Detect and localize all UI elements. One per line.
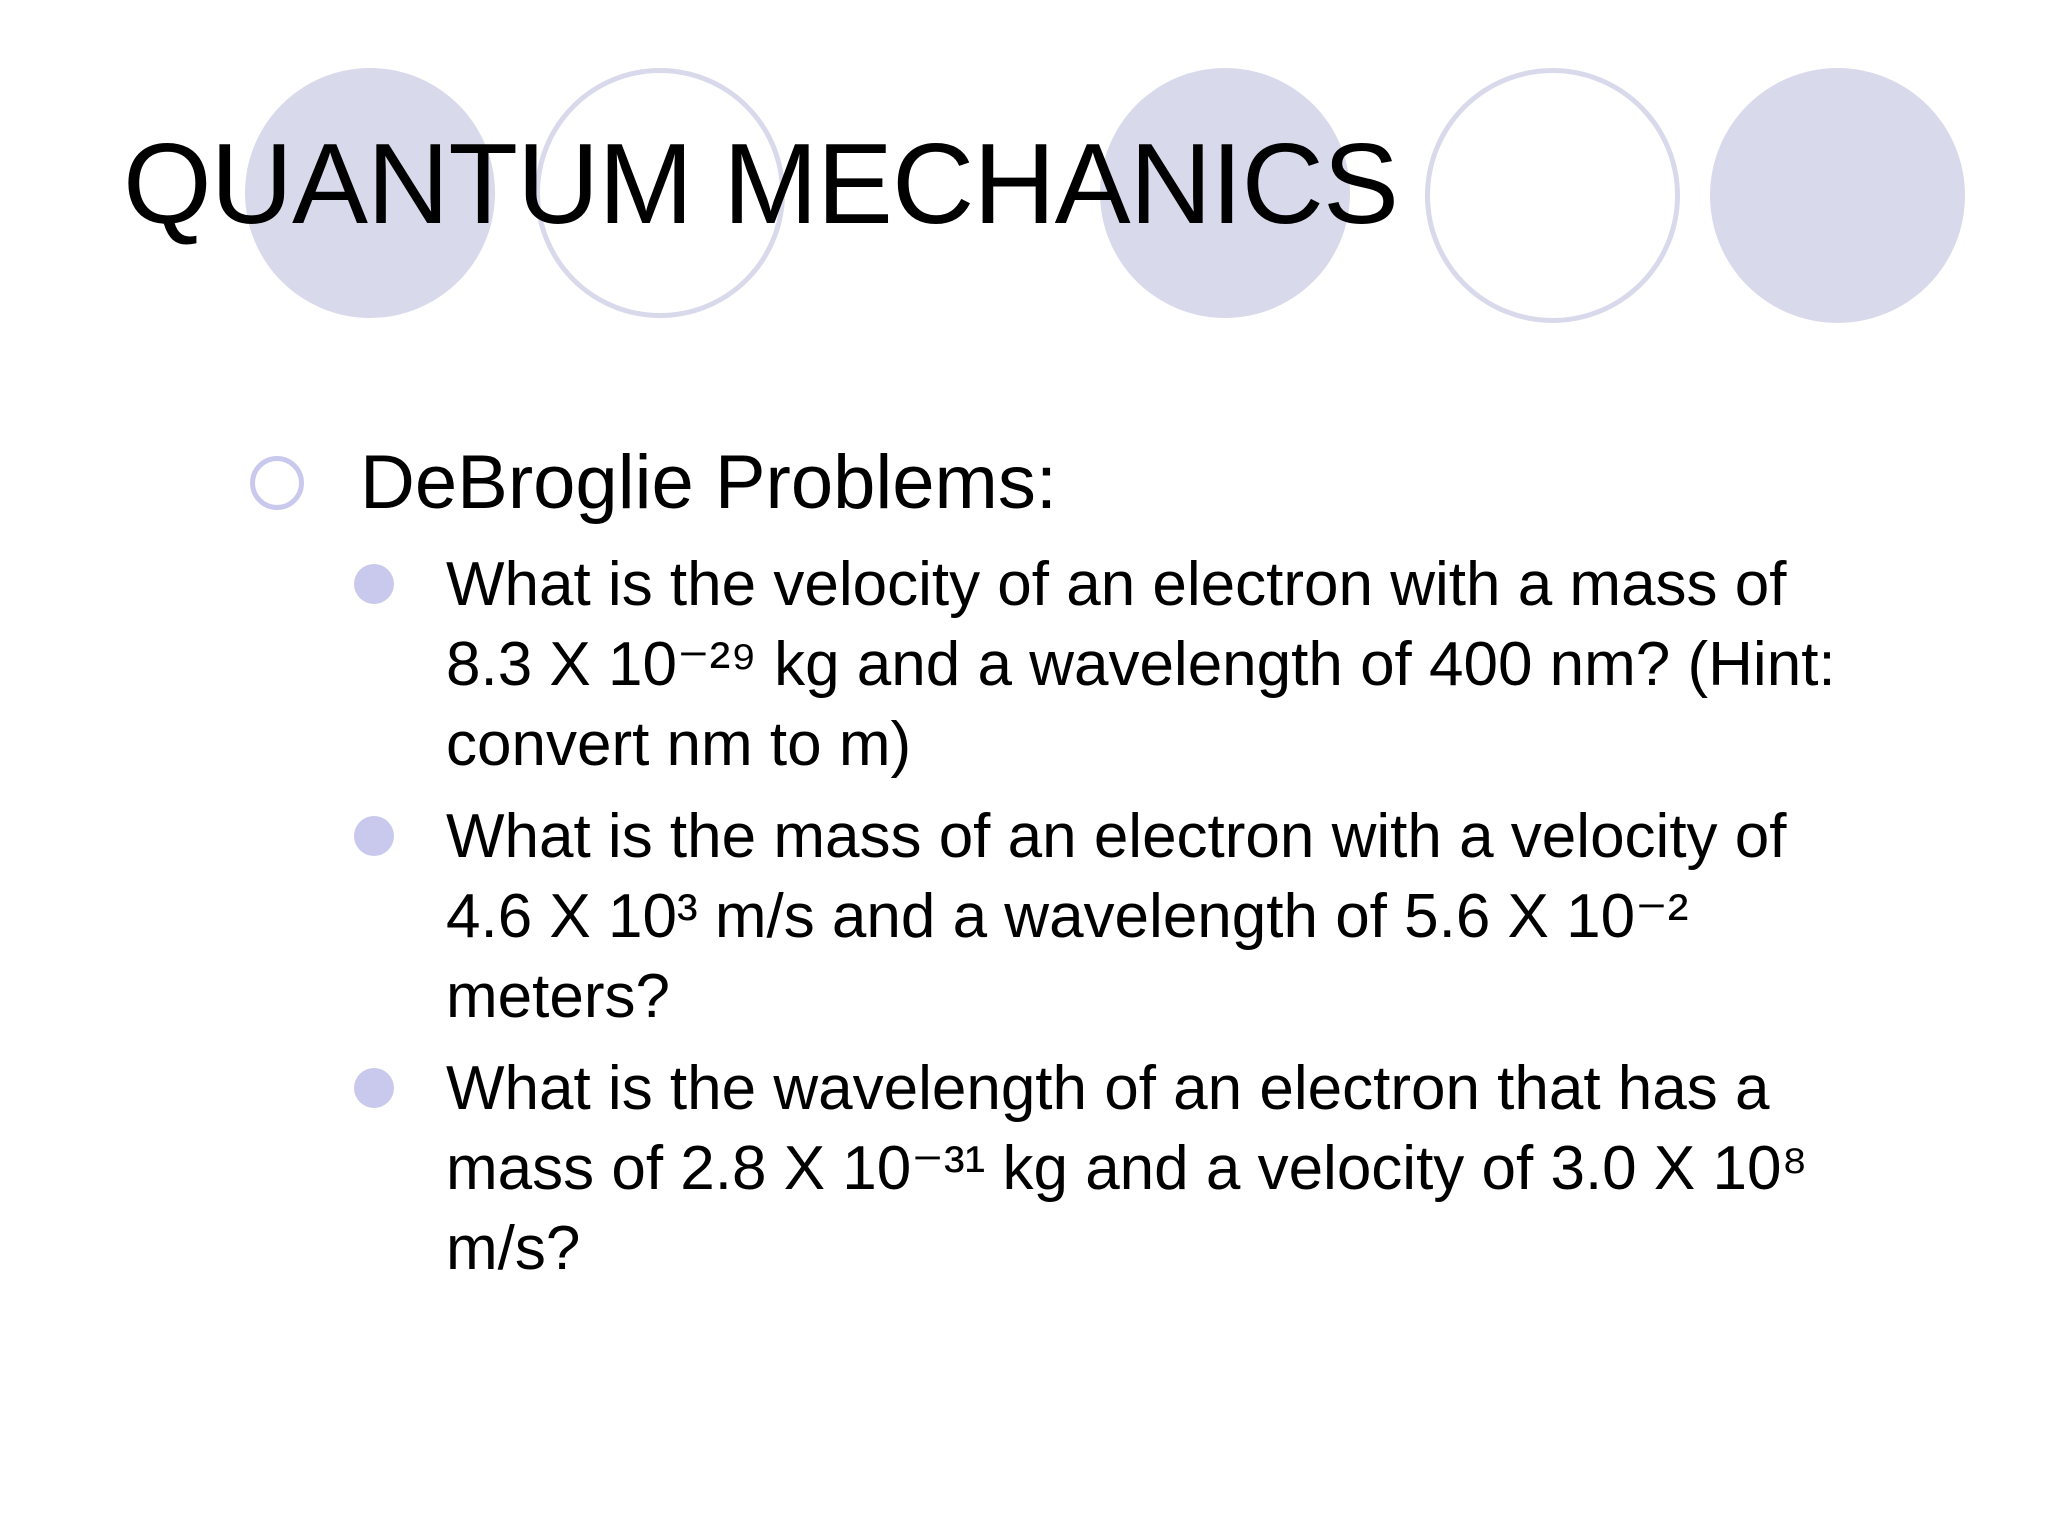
list-item xyxy=(350,1049,1950,1289)
problem-text: What is the velocity of an electron with a mass of 8.3 X 10⁻²⁹ kg and a wavelength of 400 nm? (Hint: convert nm to m) xyxy=(446,550,1836,779)
problem-list xyxy=(350,545,1950,1301)
filled-bullet-icon xyxy=(354,816,394,856)
slide-title: QUANTUM MECHANICS xyxy=(123,121,1399,248)
section-heading: DeBroglie Problems: xyxy=(360,440,1057,525)
list-item xyxy=(350,797,1950,1037)
problem-text: What is the mass of an electron with a velocity of 4.6 X 10³ m/s and a wavelength of 5.6 X 10⁻² meters? xyxy=(446,802,1787,1031)
hollow-bullet-icon xyxy=(250,456,304,510)
list-item xyxy=(350,545,1950,785)
decorative-circle-outline xyxy=(1425,68,1680,323)
problem-text: What is the wavelength of an electron that has a mass of 2.8 X 10⁻³¹ kg and a velocity of 3.0 X 10⁸ m/s? xyxy=(446,1054,1808,1283)
filled-bullet-icon xyxy=(354,1068,394,1108)
filled-bullet-icon xyxy=(354,564,394,604)
decorative-circle-filled xyxy=(1710,68,1965,323)
